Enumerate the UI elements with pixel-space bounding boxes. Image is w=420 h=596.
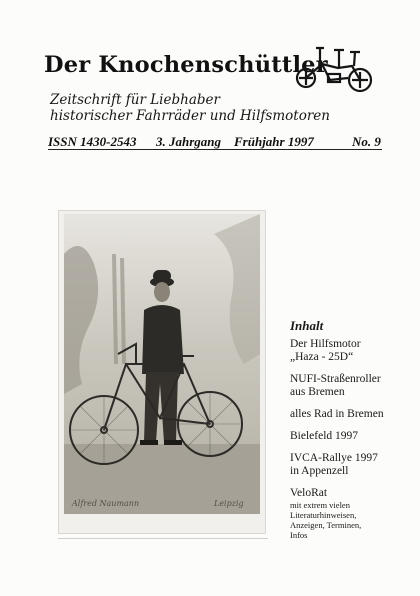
table-of-contents <box>290 318 394 540</box>
subtitle <box>50 92 370 124</box>
toc-item <box>290 430 394 443</box>
subtitle-line-1: Zeitschrift für Liebhaber <box>50 92 220 108</box>
vintage-vehicle-logo-icon <box>294 44 376 96</box>
photo-signature-right: Leipzig <box>214 499 244 508</box>
subtitle-line-2: historischer Fahrräder und Hilfsmotoren <box>50 108 330 124</box>
volume-text: 3. Jahrgang <box>156 134 222 149</box>
historic-bicycle-photo <box>64 214 260 514</box>
toc-item <box>290 338 394 364</box>
magazine-title: Der Knochenschüttler <box>44 52 328 78</box>
toc-heading: Inhalt <box>290 318 324 333</box>
season-text: Frühjahr 1997 <box>234 134 314 149</box>
toc-item-subline: Anzeigen, Terminen, <box>290 520 362 530</box>
toc-item-line: Bielefeld 1997 <box>290 430 359 442</box>
issn-text: ISSN 1430-2543 <box>48 134 137 149</box>
issue-number: No. 9 <box>352 134 381 149</box>
toc-item-line: VeloRat <box>290 487 328 499</box>
toc-item-line: in Appenzell <box>290 465 349 477</box>
photo-signature-left: Alfred Naumann <box>72 499 140 508</box>
toc-item <box>290 452 394 478</box>
toc-item-line: NUFI-Straßenroller <box>290 373 381 385</box>
toc-item-line: Der Hilfsmotor <box>290 338 361 350</box>
toc-item <box>290 487 394 540</box>
toc-item-subline: Literaturhinweisen, <box>290 510 357 520</box>
toc-item-line: IVCA-Rallye 1997 <box>290 452 378 464</box>
toc-item <box>290 408 394 421</box>
toc-item <box>290 373 394 399</box>
toc-item-subline: mit extrem vielen <box>290 500 350 510</box>
toc-item-line: „Haza - 25D“ <box>290 351 354 363</box>
toc-item-line: alles Rad in Bremen <box>290 408 384 420</box>
header-rule <box>48 149 382 150</box>
toc-item-subline: Infos <box>290 530 308 540</box>
issue-info-row <box>48 134 382 148</box>
photo-underline <box>58 538 268 539</box>
toc-item-line: aus Bremen <box>290 386 345 398</box>
